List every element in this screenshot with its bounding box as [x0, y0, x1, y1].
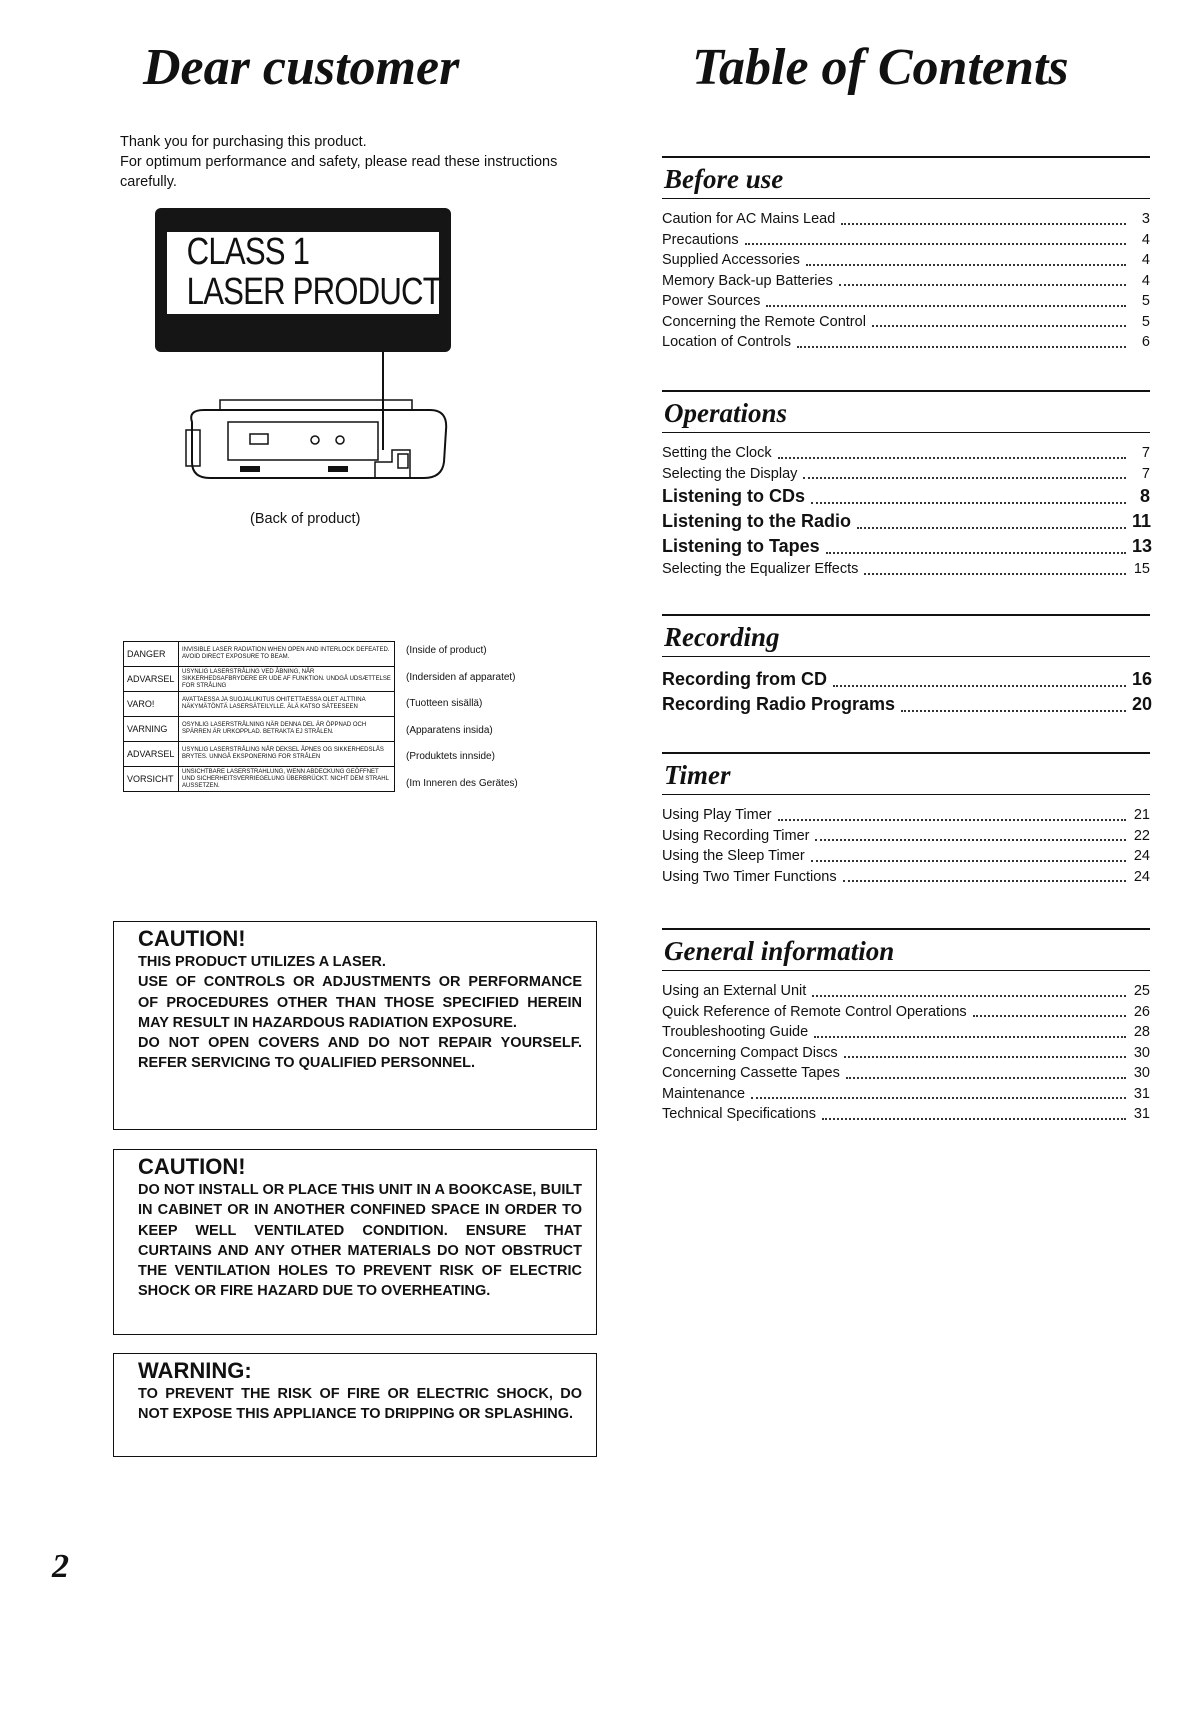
- toc-item[interactable]: Concerning Compact Discs 30: [662, 1044, 1150, 1061]
- toc-section-operations: [662, 390, 1153, 580]
- warning-text: TO PREVENT THE RISK OF FIRE OR ELECTRIC SHOCK, DO NOT EXPOSE THIS APPLIANCE TO DRIPPING OR SPLASHING.: [138, 1386, 582, 1423]
- toc-item[interactable]: Concerning the Remote Control 5: [662, 313, 1150, 330]
- table-row: DANGER INVISIBLE LASER RADIATION WHEN OPEN AND INTERLOCK DEFEATED. AVOID DIRECT EXPOSURE TO BEAM.: [124, 642, 395, 667]
- toc-item[interactable]: Location of Controls 6: [662, 334, 1150, 350]
- location-note: (Tuotteen sisällä): [406, 698, 483, 709]
- caution-text: USE OF CONTROLS OR ADJUSTMENTS OR PERFORMANCE OF PROCEDURES OTHER THAN THOSE SPECIFIED HEREIN MAY RESULT IN HAZARDOUS RADIATION EXPOSURE.: [138, 974, 582, 1031]
- table-row: VARO! AVATTAESSA JA SUOJALUKITUS OHITETTAESSA OLET ALTTIINA NÄKYMÄTÖNTÄ LASERSÄTEILYLLE. ÄLÄ KATSO SÄTEESEEN: [124, 692, 395, 717]
- toc-item[interactable]: Selecting the Equalizer Effects 15: [662, 561, 1150, 577]
- caution-title: CAUTION!: [138, 926, 246, 951]
- toc-item[interactable]: Listening to CDs 8: [662, 486, 1150, 506]
- toc-item[interactable]: Troubleshooting Guide 28: [662, 1024, 1150, 1040]
- product-back-illustration: [180, 350, 470, 510]
- toc-item[interactable]: Recording Radio Programs 20: [662, 694, 1153, 714]
- toc-item[interactable]: Using an External Unit 25: [662, 983, 1150, 999]
- caution-text: DO NOT INSTALL OR PLACE THIS UNIT IN A BOOKCASE, BUILT IN CABINET OR IN ANOTHER CONFINED SPACE IN ORDER TO KEEP WELL VENTILATED CONDITION. ENSURE THAT CURTAINS AND ANY OTHER MATERIALS DO NOT OBSTRUCT THE VENTILATION HOLES TO PREVENT RISK OF ELECTRIC SHOCK OR FIRE HAZARD DUE TO OVERHEATING.: [138, 1182, 582, 1300]
- table-row: ADVARSEL USYNLIG LASERSTRÅLING VED ÅBNING, NÅR SIKKERHEDSAFBRYDERE ER UDE AF FUNKTION. UNDGÅ UDSÆTTELSE FOR STRÅLING: [124, 667, 395, 692]
- section-title: Operations: [664, 398, 788, 428]
- table-row: ADVARSEL USYNLIG LASERSTRÅLING NÅR DEKSEL ÅPNES OG SIKKERHEDSLÅS BRYTES. UNNGÅ EKSPONERING FOR STRÅLEN: [124, 742, 395, 767]
- section-title: General information: [664, 936, 895, 966]
- laser-label-line2: LASER PRODUCT: [186, 271, 441, 313]
- toc-item[interactable]: Quick Reference of Remote Control Operations 26: [662, 1003, 1150, 1020]
- caution-text: DO NOT OPEN COVERS AND DO NOT REPAIR YOURSELF. REFER SERVICING TO QUALIFIED PERSONNEL.: [138, 1035, 582, 1072]
- dear-customer-heading: Dear customer: [143, 39, 460, 96]
- section-title: Timer: [664, 760, 731, 790]
- class1-laser-label: [155, 208, 451, 352]
- toc-item[interactable]: Using the Sleep Timer 24: [662, 848, 1150, 864]
- toc-item[interactable]: Using Recording Timer 22: [662, 827, 1150, 844]
- location-note: (Inside of product): [406, 645, 487, 656]
- location-note: (Indersiden af apparatet): [406, 671, 516, 683]
- toc-item[interactable]: Memory Back-up Batteries 4: [662, 272, 1150, 289]
- toc-item[interactable]: Listening to the Radio 11: [662, 511, 1152, 531]
- caution-ventilation-box: [113, 1149, 597, 1335]
- intro-line: Thank you for purchasing this product.: [120, 134, 367, 150]
- intro-text: [120, 132, 620, 192]
- toc-section-general-information: [662, 928, 1150, 1125]
- warning-location-notes: [406, 645, 518, 804]
- back-of-product-caption: (Back of product): [250, 511, 361, 527]
- table-of-contents-heading: Table of Contents: [692, 39, 1069, 96]
- location-note: (Apparatens insida): [406, 724, 493, 736]
- toc-item[interactable]: Caution for AC Mains Lead 3: [662, 211, 1150, 227]
- toc-section-before-use: [662, 156, 1150, 353]
- section-title: Recording: [664, 622, 780, 652]
- intro-line: carefully.: [120, 174, 177, 190]
- location-note: (Im Inneren des Gerätes): [406, 777, 518, 789]
- toc-item[interactable]: Maintenance 31: [662, 1085, 1150, 1102]
- toc-item[interactable]: Technical Specifications 31: [662, 1106, 1150, 1122]
- toc-section-timer: [662, 752, 1150, 887]
- toc-item[interactable]: Using Two Timer Functions 24: [662, 868, 1150, 885]
- laser-warning-table: [123, 641, 395, 792]
- toc-item[interactable]: Using Play Timer 21: [662, 807, 1150, 823]
- caution-laser-box: [113, 921, 597, 1130]
- caution-title: CAUTION!: [138, 1154, 246, 1179]
- location-note: (Produktets innside): [406, 751, 495, 762]
- caution-text: THIS PRODUCT UTILIZES A LASER.: [138, 954, 386, 970]
- toc-item[interactable]: Supplied Accessories 4: [662, 252, 1150, 268]
- toc-item[interactable]: Precautions 4: [662, 231, 1150, 248]
- toc-item[interactable]: Recording from CD 16: [662, 669, 1153, 689]
- toc-item[interactable]: Concerning Cassette Tapes 30: [662, 1065, 1150, 1081]
- intro-line: For optimum performance and safety, please read these instructions: [120, 154, 558, 170]
- toc-item[interactable]: Listening to Tapes 13: [662, 536, 1153, 556]
- page-number: 2: [52, 1548, 69, 1585]
- table-row: VORSICHT UNSICHTBARE LASERSTRAHLUNG, WENN ABDECKUNG GEÖFFNET UND SICHERHEITSVERRIEGELUNG ÜBERBRÜCKT. NICHT DEM STRAHL AUSSETZEN.: [124, 767, 395, 792]
- toc-item[interactable]: Setting the Clock 7: [662, 445, 1150, 461]
- toc-section-recording: [662, 614, 1153, 717]
- warning-box: [113, 1353, 597, 1457]
- section-title: Before use: [664, 164, 784, 194]
- toc-item[interactable]: Power Sources 5: [662, 293, 1150, 309]
- warning-title: WARNING:: [138, 1358, 252, 1383]
- toc-item[interactable]: Selecting the Display 7: [662, 465, 1150, 482]
- laser-label-line1: CLASS 1: [186, 231, 310, 273]
- table-row: VARNING OSYNLIG LASERSTRÅLNING NÄR DENNA DEL ÄR ÖPPNAD OCH SPÄRREN ÄR URKOPPLAD. BETRAKTA EJ STRÅLEN.: [124, 717, 395, 742]
